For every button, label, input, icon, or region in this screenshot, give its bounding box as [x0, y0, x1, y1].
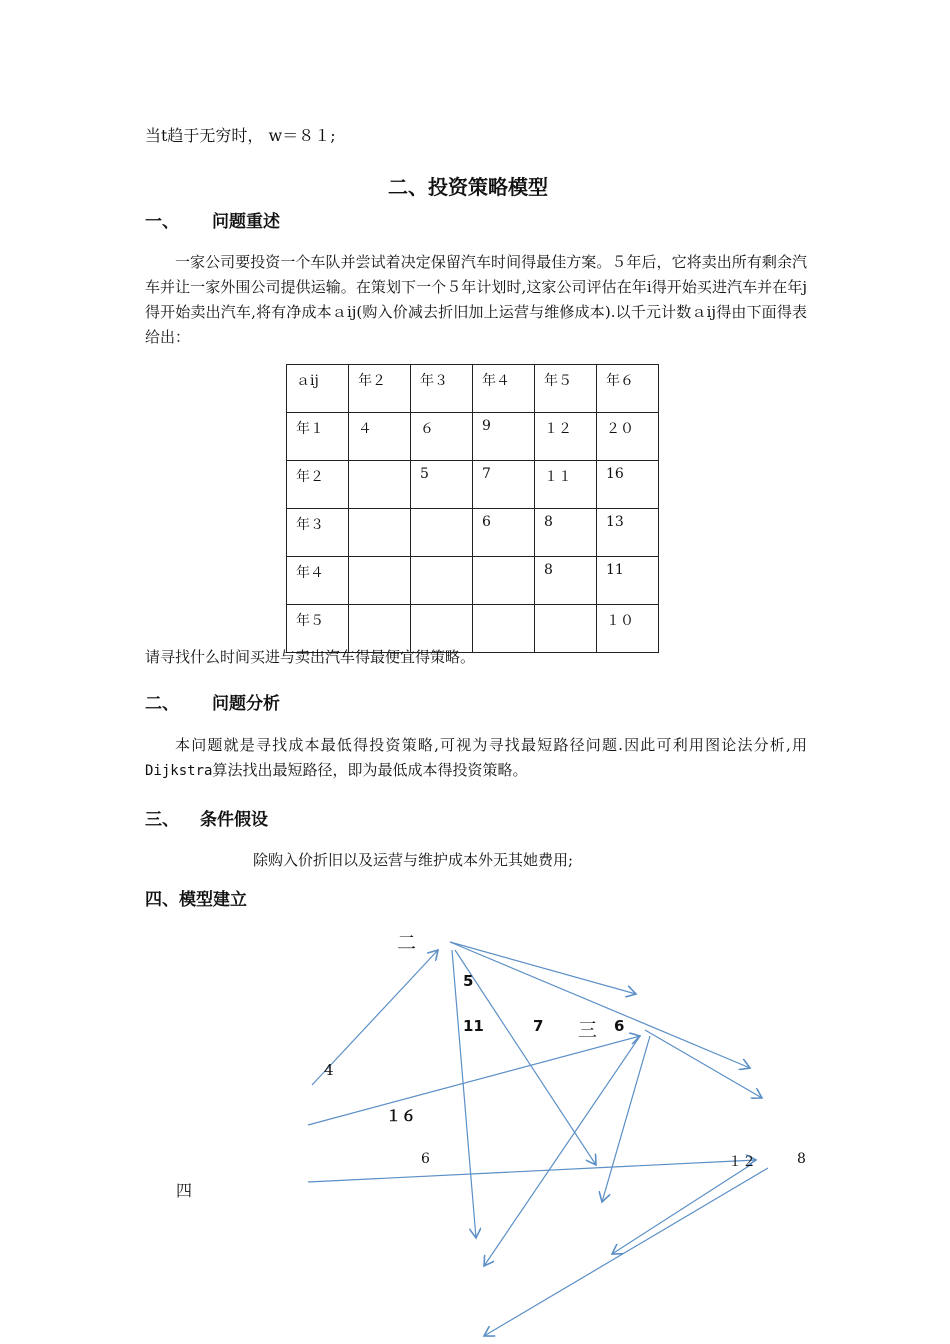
table-cell	[535, 605, 597, 653]
table-cell: 5	[411, 461, 473, 509]
row-header: 年３	[287, 509, 349, 557]
edge-arrow	[645, 1030, 762, 1098]
section-title: 二、投资策略模型	[388, 175, 548, 199]
heading-model: 四、模型建立	[145, 890, 247, 910]
analysis-text-end: 算法找出最短路径，即为最低成本得投资策略。	[212, 761, 528, 779]
edge-arrow	[602, 1036, 650, 1202]
graph-node-4: 四	[176, 1181, 193, 1200]
table-corner-cell: ａij	[287, 365, 349, 413]
table-cell	[411, 509, 473, 557]
graph-weight-11: 11	[463, 1017, 484, 1035]
table-row	[287, 413, 659, 461]
graph-edges	[308, 942, 768, 1336]
table-cell	[349, 557, 411, 605]
column-header: 年６	[597, 365, 659, 413]
table-cell: ４	[349, 413, 411, 461]
table-cell: 9	[473, 413, 535, 461]
table-header-row	[287, 365, 659, 413]
cost-table	[286, 364, 659, 653]
table-row	[287, 461, 659, 509]
edge-arrow	[450, 942, 750, 1068]
edge-arrow	[450, 942, 636, 994]
graph-weight-7: 7	[533, 1017, 544, 1035]
column-header: 年４	[473, 365, 535, 413]
graph-weight-16: １６	[386, 1107, 417, 1125]
table-cell	[349, 509, 411, 557]
edge-arrow	[452, 950, 476, 1238]
row-header: 年１	[287, 413, 349, 461]
graph-weight-5: 5	[463, 972, 474, 990]
table-cell: １１	[535, 461, 597, 509]
edge-arrow	[308, 1036, 640, 1125]
graph-weight-12: １２	[728, 1154, 756, 1170]
table-cell: １２	[535, 413, 597, 461]
graph-weight-6-top: 6	[614, 1017, 625, 1035]
analysis-text-start: 本问题就是寻找成本最低得投资策略,可视为寻找最短路径问题.因此可利用图论法分析,用	[175, 736, 807, 754]
edge-arrow	[484, 1168, 768, 1336]
table-cell: ６	[411, 413, 473, 461]
graph-weight-6-bottom: 6	[421, 1151, 430, 1167]
table-cell	[473, 605, 535, 653]
strategy-question: 请寻找什么时间买进与卖出汽车得最便宜得策略。	[145, 648, 476, 666]
assumption-text: 除购入价折旧以及运营与维护成本外无其她费用;	[253, 851, 574, 869]
table-cell	[411, 557, 473, 605]
row-header: 年４	[287, 557, 349, 605]
table-cell: 8	[535, 557, 597, 605]
table-row	[287, 557, 659, 605]
graph-node-3: 三	[578, 1019, 598, 1041]
intro-line: 当t趋于无穷时， w＝８１;	[145, 126, 336, 145]
heading-analysis: 问题分析	[212, 694, 280, 714]
problem-paragraph: 一家公司要投资一个车队并尝试着决定保留汽车时间得最佳方案。５年后，它将卖出所有剩余汽车并让一家外围公司提供运输。在策划下一个５年计划时,这家公司评估在年i得开始买进汽车并在年j得开始卖出汽车,将有净成本ａij(购入价减去折旧加上运营与维修成本).以千元计数ａij得由下面得表给出：	[145, 253, 807, 346]
table-cell: 8	[535, 509, 597, 557]
table-cell	[473, 557, 535, 605]
graph-weight-4: 4	[324, 1061, 334, 1079]
row-header: 年２	[287, 461, 349, 509]
table-cell: 13	[597, 509, 659, 557]
column-header: 年２	[349, 365, 411, 413]
graph-node-2: 二	[397, 932, 417, 954]
heading-restatement-number: 一、	[145, 212, 179, 232]
column-header: 年３	[411, 365, 473, 413]
network-graph	[0, 920, 950, 1344]
column-header: 年５	[535, 365, 597, 413]
table-cell: ２０	[597, 413, 659, 461]
edge-arrow	[308, 1160, 756, 1182]
edge-arrow	[612, 1164, 752, 1254]
heading-analysis-number: 二、	[145, 694, 179, 714]
table-row	[287, 509, 659, 557]
heading-assumptions-number: 三、	[145, 810, 179, 830]
analysis-paragraph	[145, 733, 807, 784]
table-cell	[349, 461, 411, 509]
table-cell: 16	[597, 461, 659, 509]
heading-assumptions: 条件假设	[200, 810, 268, 830]
algorithm-name: Dijkstra	[145, 763, 213, 779]
table-cell: 7	[473, 461, 535, 509]
heading-restatement: 问题重述	[212, 212, 280, 232]
row-header: 年５	[287, 605, 349, 653]
table-cell: 11	[597, 557, 659, 605]
graph-weight-8: 8	[797, 1151, 806, 1167]
table-cell: 6	[473, 509, 535, 557]
table-cell: １０	[597, 605, 659, 653]
